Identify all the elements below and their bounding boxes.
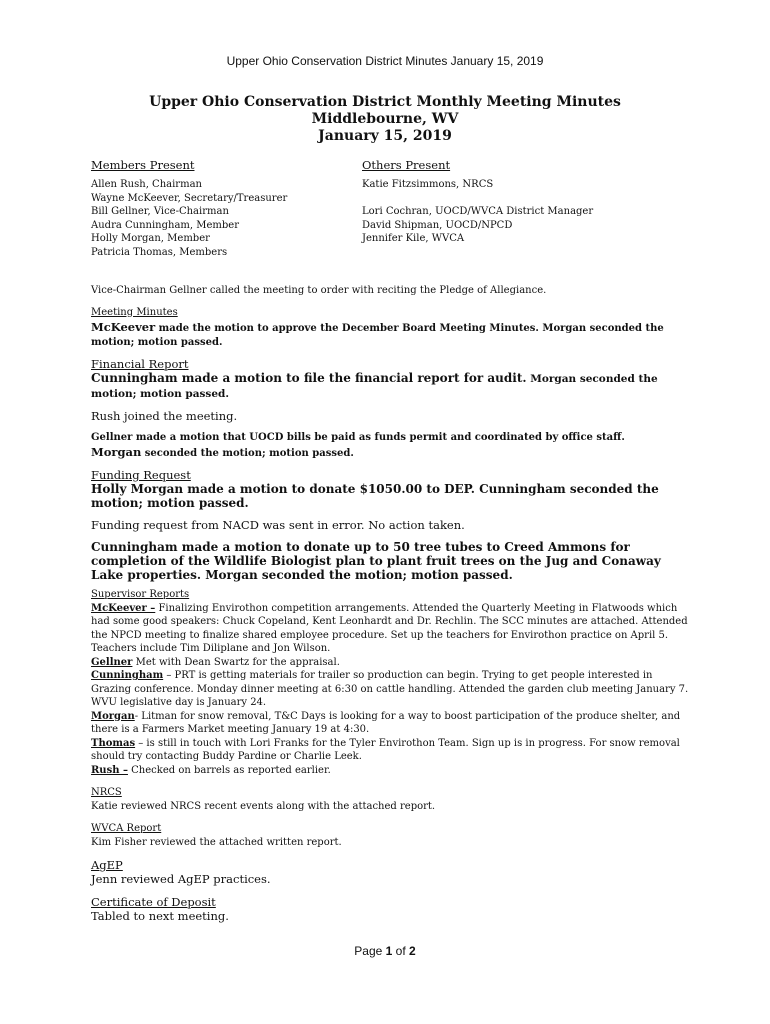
meeting-minutes-motion xyxy=(91,320,691,349)
supervisor-name: Morgan xyxy=(91,710,135,722)
financial-motion-rest: Morgan seconded the motion; motion passed. xyxy=(91,373,658,400)
footer-of-label: of xyxy=(395,944,406,958)
others-present xyxy=(362,158,692,246)
agep-text: Jenn reviewed AgEP practices. xyxy=(91,872,271,886)
nrcs-text: Katie reviewed NRCS recent events along with the attached report. xyxy=(91,800,436,812)
footer-current-page: 1 xyxy=(385,944,393,958)
others-heading: Others Present xyxy=(362,158,451,172)
title-line-3: January 15, 2019 xyxy=(318,128,452,144)
supervisor-text: Finalizing Envirothon competition arrangements. Attended the Quarterly Meeting in Flatwoods which had some good speakers: Chuck Copeland, Kent Leonhardt and Dr. Rechlin. The SCC minutes are attached. Attended the NPCD meeting to finalize shared employee procedure. Set up the teachers for Envirothon practice on April 5. Teachers include Tim Diliplane and Jon Wilson. xyxy=(91,602,688,654)
nrcs-heading: NRCS xyxy=(91,787,122,798)
motion-text: made the motion to approve the December Board Meeting Minutes. Morgan seconded the motion; motion passed. xyxy=(91,323,664,348)
member-name: Bill Gellner, Vice-Chairman xyxy=(91,206,229,217)
supervisor-name: McKeever – xyxy=(91,602,156,614)
page-footer xyxy=(0,944,770,958)
supervisor-name: Gellner xyxy=(91,656,133,668)
member-name: Holly Morgan, Member xyxy=(91,233,210,244)
supervisor-text: – PRT is getting materials for trailer so production can begin. Trying to get people interested in Grazing conference. Monday dinner meeting at 6:30 on cattle handling. Attended the garden club meeting January 7. WVU legislative day is January 24. xyxy=(91,670,689,708)
members-heading: Members Present xyxy=(91,158,195,172)
funding-request-heading: Funding Request xyxy=(91,468,191,482)
other-name: Lori Cochran, UOCD/WVCA District Manager xyxy=(362,206,594,217)
minutes-body xyxy=(91,284,691,923)
running-header: Upper Ohio Conservation District Minutes January 15, 2019 xyxy=(226,54,544,68)
member-name: Audra Cunningham, Member xyxy=(91,219,239,231)
agep-heading: AgEP xyxy=(91,858,123,872)
supervisor-text: - Litman for snow removal, T&C Days is looking for a way to boost participation of the produce shelter, and there is a Farmers Market meeting January 19 at 4:30. xyxy=(91,710,681,735)
supervisor-report xyxy=(91,602,691,656)
rush-joined: Rush joined the meeting. xyxy=(91,409,238,423)
nacd-note: Funding request from NACD was sent in error. No action taken. xyxy=(91,518,465,532)
member-name: Wayne McKeever, Secretary/Treasurer xyxy=(91,192,288,204)
supervisor-text: – is still in touch with Lori Franks for the Tyler Envirothon Team. Sign up is in progress. For snow removal should try contacting Buddy Pardine or Charlie Leek. xyxy=(91,737,680,762)
funding-request-motion: Holly Morgan made a motion to donate $1050.00 to DEP. Cunningham seconded the motion; motion passed. xyxy=(91,482,659,510)
supervisor-report xyxy=(91,710,691,737)
supervisor-name: Thomas xyxy=(91,737,136,749)
wvca-heading: WVCA Report xyxy=(91,823,162,834)
gellner-motion-text: Gellner made a motion that UOCD bills be paid as funds permit and coordinated by office staff. xyxy=(91,432,625,443)
supervisor-reports-list xyxy=(91,602,691,778)
gellner-motion xyxy=(91,431,691,460)
gellner-motion-second: Morgan xyxy=(91,444,142,459)
other-name: Katie Fitzsimmons, NRCS xyxy=(362,179,494,190)
motion-name: McKeever xyxy=(91,320,156,334)
supervisor-report xyxy=(91,764,691,778)
members-present xyxy=(91,158,351,259)
supervisor-text: Met with Dean Swartz for the appraisal. xyxy=(132,656,340,668)
supervisor-report xyxy=(91,656,691,670)
other-name: Jennifer Kile, WVCA xyxy=(362,233,465,244)
wvca-text: Kim Fisher reviewed the attached written report. xyxy=(91,836,342,848)
gellner-motion-rest: seconded the motion; motion passed. xyxy=(141,447,354,459)
supervisor-report xyxy=(91,737,691,764)
meeting-minutes-heading: Meeting Minutes xyxy=(91,306,178,318)
supervisor-name: Cunningham xyxy=(91,670,164,681)
member-name: Allen Rush, Chairman xyxy=(91,179,202,190)
tree-tubes-motion: Cunningham made a motion to donate up to 50 tree tubes to Creed Ammons for completion of the Wildlife Biologist plan to plant fruit trees on the Jug and Conaway Lake properties. Morgan seconded the motion; motion passed. xyxy=(91,540,661,582)
financial-report-heading: Financial Report xyxy=(91,357,189,371)
footer-page-label: Page xyxy=(354,944,383,958)
supervisor-report xyxy=(91,669,691,710)
cd-text: Tabled to next meeting. xyxy=(91,909,229,923)
financial-motion-lead: Cunningham made a motion to file the financial report for audit. xyxy=(91,371,527,385)
call-to-order: Vice-Chairman Gellner called the meeting to order with reciting the Pledge of Allegiance. xyxy=(91,285,547,296)
title-line-2: Middlebourne, WV xyxy=(311,111,459,127)
title-line-1: Upper Ohio Conservation District Monthly Meeting Minutes xyxy=(149,94,621,110)
supervisor-name: Rush – xyxy=(91,764,128,776)
document-title xyxy=(0,94,770,145)
financial-report-motion xyxy=(91,371,691,401)
footer-total-pages: 2 xyxy=(409,944,416,958)
member-name: Patricia Thomas, Members xyxy=(91,246,228,258)
supervisor-text: Checked on barrels as reported earlier. xyxy=(127,764,331,776)
other-name: David Shipman, UOCD/NPCD xyxy=(362,219,513,231)
supervisor-reports-heading: Supervisor Reports xyxy=(91,589,190,600)
cd-heading: Certificate of Deposit xyxy=(91,895,216,909)
